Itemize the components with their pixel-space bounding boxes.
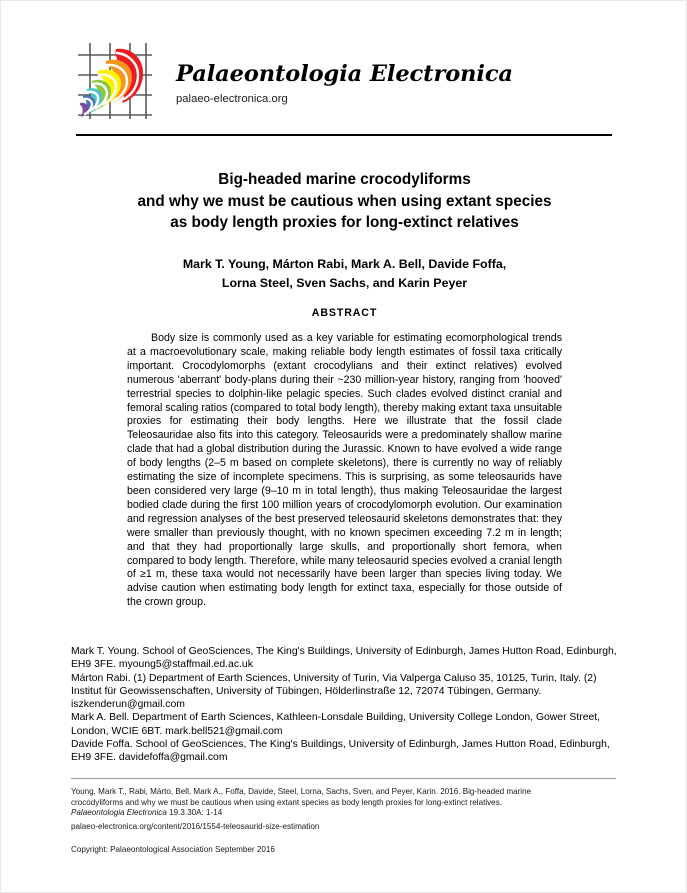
page-title (76, 169, 613, 234)
author-affiliations (71, 645, 617, 765)
citation-journal-line (71, 808, 616, 819)
citation-line-1: Young, Mark T., Rabi, Márto, Bell, Mark A., Foffa, Davide, Steel, Lorna, Sachs, Sven, and Peyer, Karin. 2016. Big-headed marine (71, 787, 532, 796)
affiliation-entry: Mark T. Young. School of GeoSciences, The King's Buildings, University of Edinburgh, James Hutton Road, Edinburgh, EH9 3FE. myoung5@staffmail.ed.ac.uk (71, 646, 617, 671)
journal-masthead (76, 41, 613, 121)
palaeontologia-electronica-logo-icon (76, 41, 154, 121)
citation-journal-name: Palaeontologia Electronica (71, 808, 167, 818)
journal-title: Palaeontologia Electronica (176, 61, 513, 87)
affiliation-entry: Mark A. Bell. Department of Earth Sciences, Kathleen-Lonsdale Building, University College London, Gower Street, London, WCIE 6BT. mark.bell521@gmail.com (71, 712, 601, 737)
affiliation-entry: Márton Rabi. (1) Department of Earth Sciences, University of Turin, Via Valperga Caluso 35, 10125, Turin, Italy. (2) Institut für Geowissenschaften, University of Tübingen, Hölderlinstraße 12, 72074 Tübingen, Germany. iszkenderun@gmail.com (71, 672, 597, 711)
abstract-text: Body size is commonly used as a key variable for estimating ecomorphological trends at a macroevolutionary scale, making reliable body length estimates of fossil taxa critically important. Crocodylomorphs (extant crocodylians and their extinct relatives) evolved numerous 'aberrant' body-plans during their ~230 million-year history, ranging from 'hooved' terrestrial species to dolphin-like pelagic species. Such clades evolved distinct cranial and femoral scaling ratios (compared to total body length), thereby making extant taxa unsuitable proxies for estimating their body lengths. Here we illustrate that the fossil clade Teleosauridae also fits into this category. Teleosaurids were a predominately shallow marine clade that had a global distribution during the Jurassic. Known to have evolved a wide range of body lengths (2–5 m based on complete skeletons), there is currently no way of reliably estimating the size of incomplete specimens. This is surprising, as some teleosaurids have been considered very large (9–10 m in total length), thus making Teleosauridae the largest bodied clade during the first 100 million years of crocodylomorph evolution. Our examination and regression analyses of the best preserved teleosaurid skeletons demonstrates that: they were smaller than previously thought, with no known specimen exceeding 7.2 m in length; and that they had proportionally large skulls, and proportionally short femora, when compared to body length. Therefore, while many teleosaurid species evolved a cranial length of ≥1 m, these taxa would not necessarily have been larger than species living today. We advise caution when estimating body length for extinct taxa, especially for those outside of the crown group. (127, 332, 562, 609)
journal-logo (76, 41, 154, 121)
author-line-2: Lorna Steel, Sven Sachs, and Karin Peyer (221, 275, 468, 290)
citation-block (71, 787, 616, 832)
journal-url[interactable]: palaeo-electronica.org (176, 92, 288, 105)
affiliation-entry: Davide Foffa. School of GeoSciences, The King's Buildings, University of Edinburgh, James Hutton Road, Edinburgh, EH9 3FE. davidefoffa@gmail.com (71, 739, 610, 764)
citation-line-2: crocodyliforms and why we must be cautious when using extant species as body length proxies for long-extinct relatives. (71, 797, 502, 807)
citation-volume-pages: 19.3.30A: 1-14 (169, 808, 223, 818)
citation-url[interactable]: palaeo-electronica.org/content/2016/1554-teleosaurid-size-estimation (71, 821, 320, 831)
masthead-text (176, 41, 513, 105)
citation-url-line (71, 819, 616, 833)
title-line-3: as body length proxies for long-extinct relatives (170, 214, 519, 232)
abstract-heading: ABSTRACT (311, 307, 378, 319)
title-block (76, 169, 613, 292)
title-line-1: Big-headed marine crocodyliforms (218, 171, 471, 188)
author-line-1: Mark T. Young, Márton Rabi, Mark A. Bell, Davide Foffa, (182, 257, 507, 272)
copyright-notice: Copyright: Palaeontological Association September 2016 (71, 845, 275, 854)
author-list (76, 234, 613, 292)
title-line-2: and why we must be cautious when using extant species (137, 192, 552, 210)
footer-divider (71, 778, 616, 779)
masthead-divider (76, 134, 612, 136)
